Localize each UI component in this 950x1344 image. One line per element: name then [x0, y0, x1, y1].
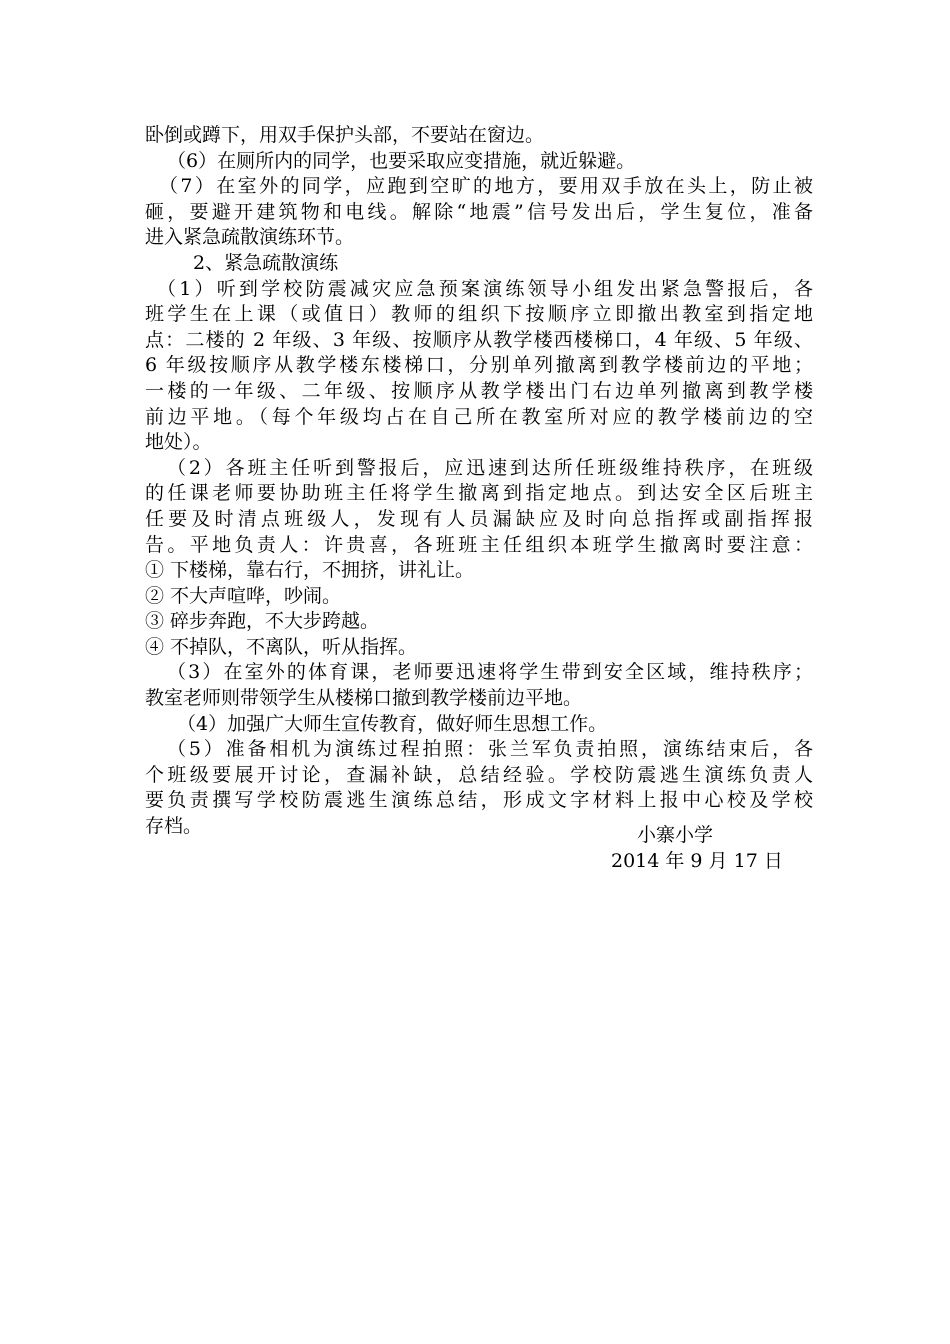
document-line: ④ 不掉队，不离队，听从指挥。 [145, 635, 418, 658]
document-line: 卧倒或蹲下，用双手保护头部，不要站在窗边。 [145, 124, 545, 146]
document-line: ③ 碎步奔跑，不大步跨越。 [145, 610, 380, 633]
document-line: ② 不大声喧哗，吵闹。 [145, 584, 342, 607]
document-line: （2）各班主任听到警报后，应迅速到达所任班级维持秩序，在班级 [167, 456, 813, 479]
document-line: 告。平地负责人：许贵喜，各班班主任组织本班学生撤离时要注意： [145, 533, 813, 556]
document-line: 班学生在上课（或值日）教师的组织下按顺序立即撤出教室到指定地 [145, 303, 813, 326]
document-line: 一楼的一年级、二年级、按顺序从教学楼出门右边单列撤离到教学楼 [145, 379, 813, 402]
document-line: 地处）。 [145, 431, 212, 454]
document-line: 任要及时清点班级人，发现有人员漏缺应及时向总指挥或副指挥报 [145, 507, 813, 530]
document-line: 个班级要展开讨论，查漏补缺，总结经验。学校防震逃生演练负责人 [145, 763, 813, 786]
document-line: ① 下楼梯，靠右行，不拥挤，讲礼让。 [145, 559, 475, 582]
signature-date: 2014 年 9 月 17 日 [611, 850, 783, 872]
document-line: （1）听到学校防震减灾应急预案演练领导小组发出紧急警报后，各 [157, 277, 813, 300]
document-line: 6 年级按顺序从教学楼东楼梯口，分别单列撤离到教学楼前边的平地； [145, 354, 813, 377]
document-line: 砸，要避开建筑物和电线。解除“地震”信号发出后，学生复位，准备 [145, 200, 813, 223]
document-line: （5）准备相机为演练过程拍照：张兰军负责拍照，演练结束后，各 [167, 738, 813, 761]
document-line: 前边平地。（每个年级均占在自己所在教室所对应的教学楼前边的空 [145, 405, 813, 428]
document-line: （7）在室外的同学，应跑到空旷的地方，要用双手放在头上，防止被 [159, 175, 813, 198]
document-line: 2、紧急疏散演练 [193, 251, 339, 274]
document-line: 存档。 [145, 815, 203, 838]
document-line: 的任课老师要协助班主任将学生撤离到指定地点。到达安全区后班主 [145, 482, 813, 505]
document-line: 进入紧急疏散演练环节。 [145, 226, 355, 249]
document-line: 点：二楼的 2 年级、3 年级、按顺序从教学楼西楼梯口，4 年级、5 年级、 [145, 328, 813, 351]
document-line: 要负责撰写学校防震逃生演练总结，形成文字材料上报中心校及学校 [145, 789, 813, 812]
document-line: 教室老师则带领学生从楼梯口撤到教学楼前边平地。 [145, 687, 583, 710]
document-line: （6）在厕所内的同学，也要采取应变措施，就近躲避。 [167, 149, 636, 172]
document-body [145, 123, 813, 840]
signature-school: 小寨小学 [637, 824, 714, 846]
document-line: （4）加强广大师生宣传教育，做好师生思想工作。 [177, 712, 608, 735]
document-line: （3）在室外的体育课，老师要迅速将学生带到安全区域，维持秩序； [167, 661, 813, 684]
